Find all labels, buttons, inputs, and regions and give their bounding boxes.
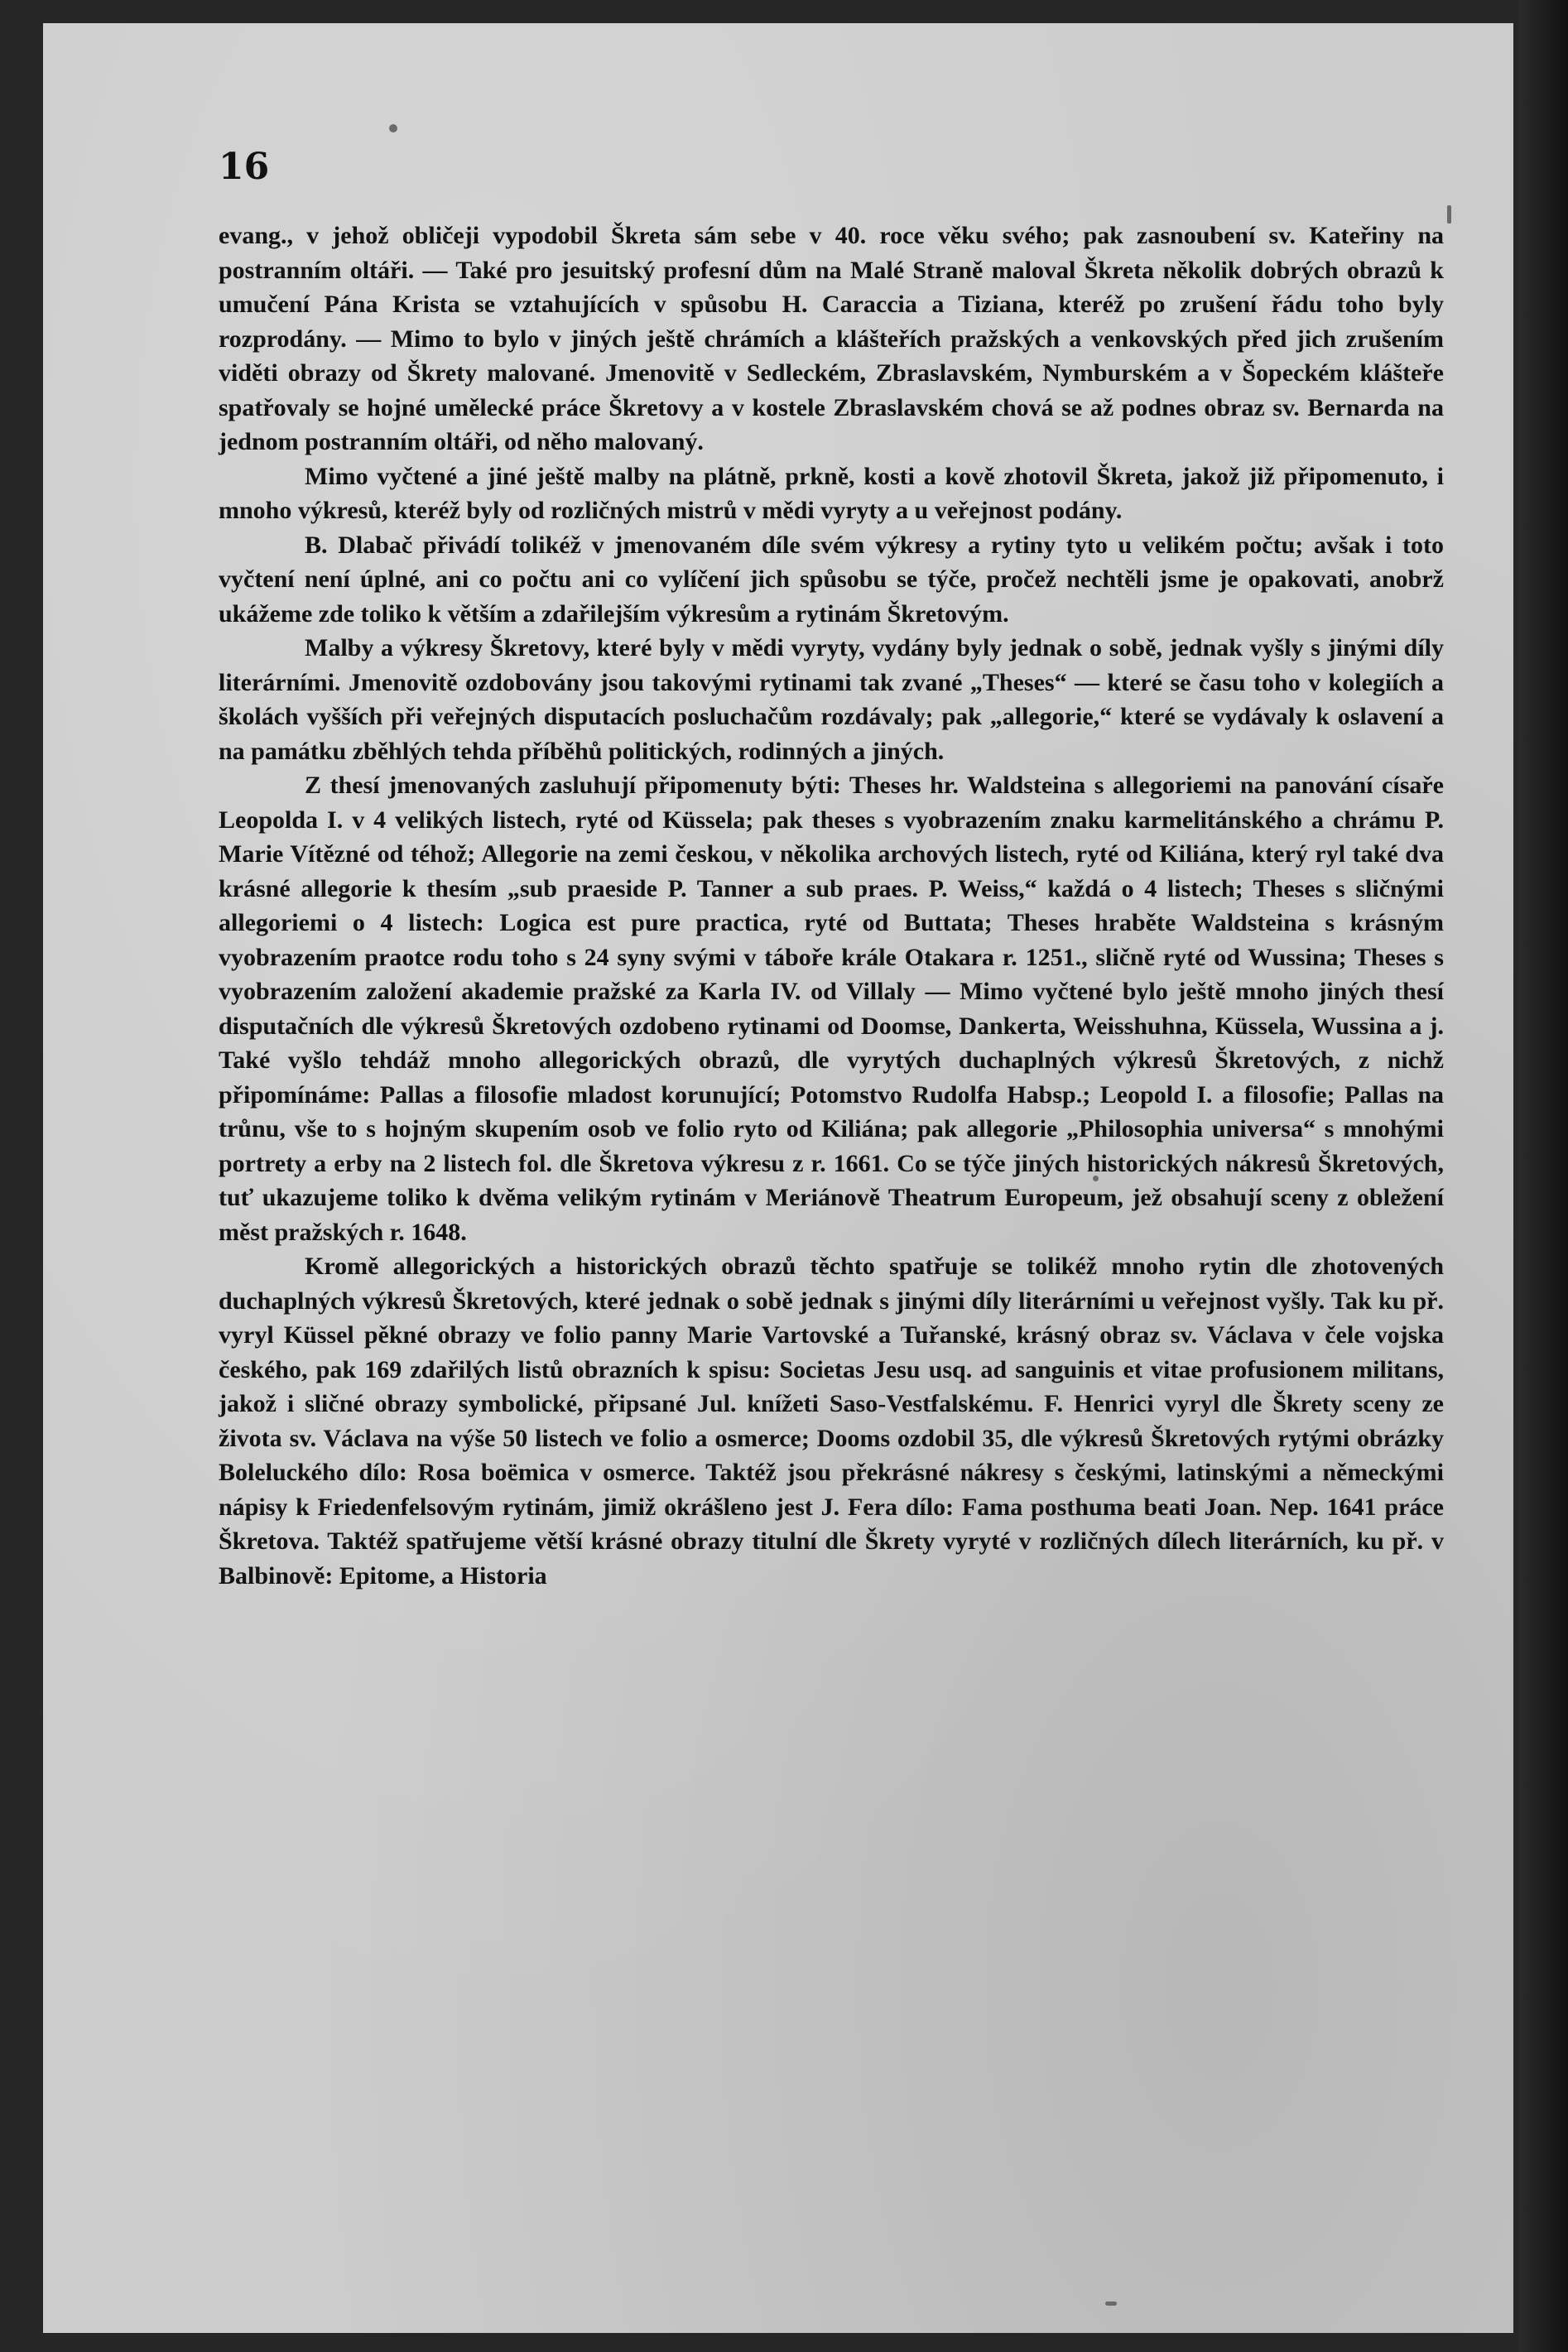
page-number: 16 (219, 146, 270, 188)
paragraph-3: B. Dlabač přivádí tolikéž v jmenovaném díle svém výkresy a rytiny tyto u velikém počtu; avšak i toto vyčtení není úplné, ani co počtu ani co vylíčení jich spůsobu se týče, pročež nechtěli jsme je opakovati, anobrž ukážeme zde toliko k větším a zdařilejším výkresům a rytinám Škretovým. (219, 531, 1444, 628)
ink-speck (1447, 205, 1451, 224)
paragraph-5: Z thesí jmenovaných zasluhují připomenuty býti: Theses hr. Waldsteina s allegoriemi na panování císaře Leopolda I. v 4 velikých listech, ryté od Küssela; pak theses s vyobrazením znaku karmelitánského a chrámu P. Marie Vítězné od téhož; Allegorie na zemi českou, v několika archových listech, ryté od Kiliána, který ryl také dva krásné allegorie k thesím „sub praeside P. Tanner a sub praes. P. Weiss,“ každá o 4 listech; Theses s sličnými allegoriemi o 4 listech: Logica est pure practica, ryté od Buttata; Theses hraběte Waldsteina s krásným vyobrazením praotce rodu toho s 24 syny svými v táboře krále Otakara r. 1251., sličně ryté od Wussina; Theses s vyobrazením založení akademie pražské za Karla IV. od Villaly — Mimo vyčtené bylo ještě mnoho jiných thesí disputačních dle výkresů Škretových ozdobeno rytinami od Doomse, Dankerta, Weisshuhna, Küssela, Wussina a j. Také vyšlo tehdáž mnoho allegorických obrazů, dle vyrytých duchaplných výkresů Škretových, z nichž připomínáme: Pallas a filosofie mladost korunující; Potomstvo Rudolfa Habsp.; Leopold I. a filosofie; Pallas na trůnu, vše to s hojným skupením osob ve folio ryto od Kiliána; pak allegorie „Philosophia universa“ s mnohými portrety a erby na 2 listech fol. dle Škretova výkresu z r. 1661. Co se týče jiných historických nákresů Škretových, tuť ukazujeme toliko k dvěma velikým rytinám v Meriánově Theatrum Europeum, jež obsahují sceny z obležení měst pražských r. 1648. (219, 772, 1444, 1246)
scan-border (1518, 0, 1568, 2352)
ink-speck (389, 124, 397, 132)
paragraph-4: Malby a výkresy Škretovy, které byly v mědi vyryty, vydány byly jednak o sobě, jednak vyšly s jinými díly literárními. Jmenovitě ozdobovány jsou takovými rytinami tak zvané „Theses“ — které se času toho v kolegiích a školách vyšších při veřejných disputacích posluchačům rozdávaly; pak „allegorie,“ které se vydávaly k oslavení a na památku zběhlých tehda příběhů politických, rodinných a jiných. (219, 634, 1444, 765)
paragraph-1: evang., v jehož obličeji vypodobil Škreta sám sebe v 40. roce věku svého; pak zasnoubení sv. Kateřiny na postranním oltáři. — Také pro jesuitský profesní dům na Malé Straně maloval Škreta několik dobrých obrazů k umučení Pána Krista se vztahujících v spůsobu H. Caraccia a Tiziana, kteréž po zrušení řádu toho byly rozprodány. — Mimo to bylo v jiných ještě chrámích a klášteřích pražských a venkovských před jich zrušením viděti obrazy od Škrety malované. Jmenovitě v Sedleckém, Zbraslavském, Nymburském a v Šopeckém klášteře spatřovaly se hojné umělecké práce Škretovy a v kostele Zbraslavském chová se až podnes obraz sv. Bernarda na jednom postranním oltáři, od něho malovaný. (219, 222, 1444, 455)
body-text (219, 219, 1444, 1593)
ink-speck (1105, 2301, 1117, 2306)
paragraph-6: Kromě allegorických a historických obrazů těchto spatřuje se tolikéž mnoho rytin dle zhotovených duchaplných výkresů Škretových, které jednak o sobě jednak s jinými díly literárními u veřejnost vyšly. Tak ku př. vyryl Küssel pěkné obrazy ve folio panny Marie Vartovské a Tuřanské, krásný obraz sv. Václava v čele vojska českého, pak 169 zdařilých listů obrazních k spisu: Societas Jesu usq. ad sanguinis et vitae profusionem militans, jakož i sličné obrazy symbolické, připsané Jul. knížeti Saso-Vestfalskému. F. Henrici vyryl dle Škrety sceny ze života sv. Václava na výše 50 listech ve folio a osmerce; Dooms ozdobil 35, dle výkresů Škretových rytými obrázky Boleluckého dílo: Rosa boëmica v osmerce. Taktéž jsou překrásné nákresy s českými, latinskými a německými nápisy k Friedenfelsovým rytinám, jimiž okrášleno jest J. Fera dílo: Fama posthuma beati Joan. Nep. 1641 práce Škretova. Taktéž spatřujeme větší krásné obrazy titulní dle Škrety vyryté v rozličných dílech literárních, ku př. v Balbinově: Epitome, a Historia (219, 1253, 1444, 1590)
paragraph-2: Mimo vyčtené a jiné ještě malby na plátně, prkně, kosti a kově zhotovil Škreta, jakož již připomenuto, i mnoho výkresů, kteréž byly od rozličných mistrů v mědi vyryty a u veřejnost podány. (219, 462, 1444, 524)
